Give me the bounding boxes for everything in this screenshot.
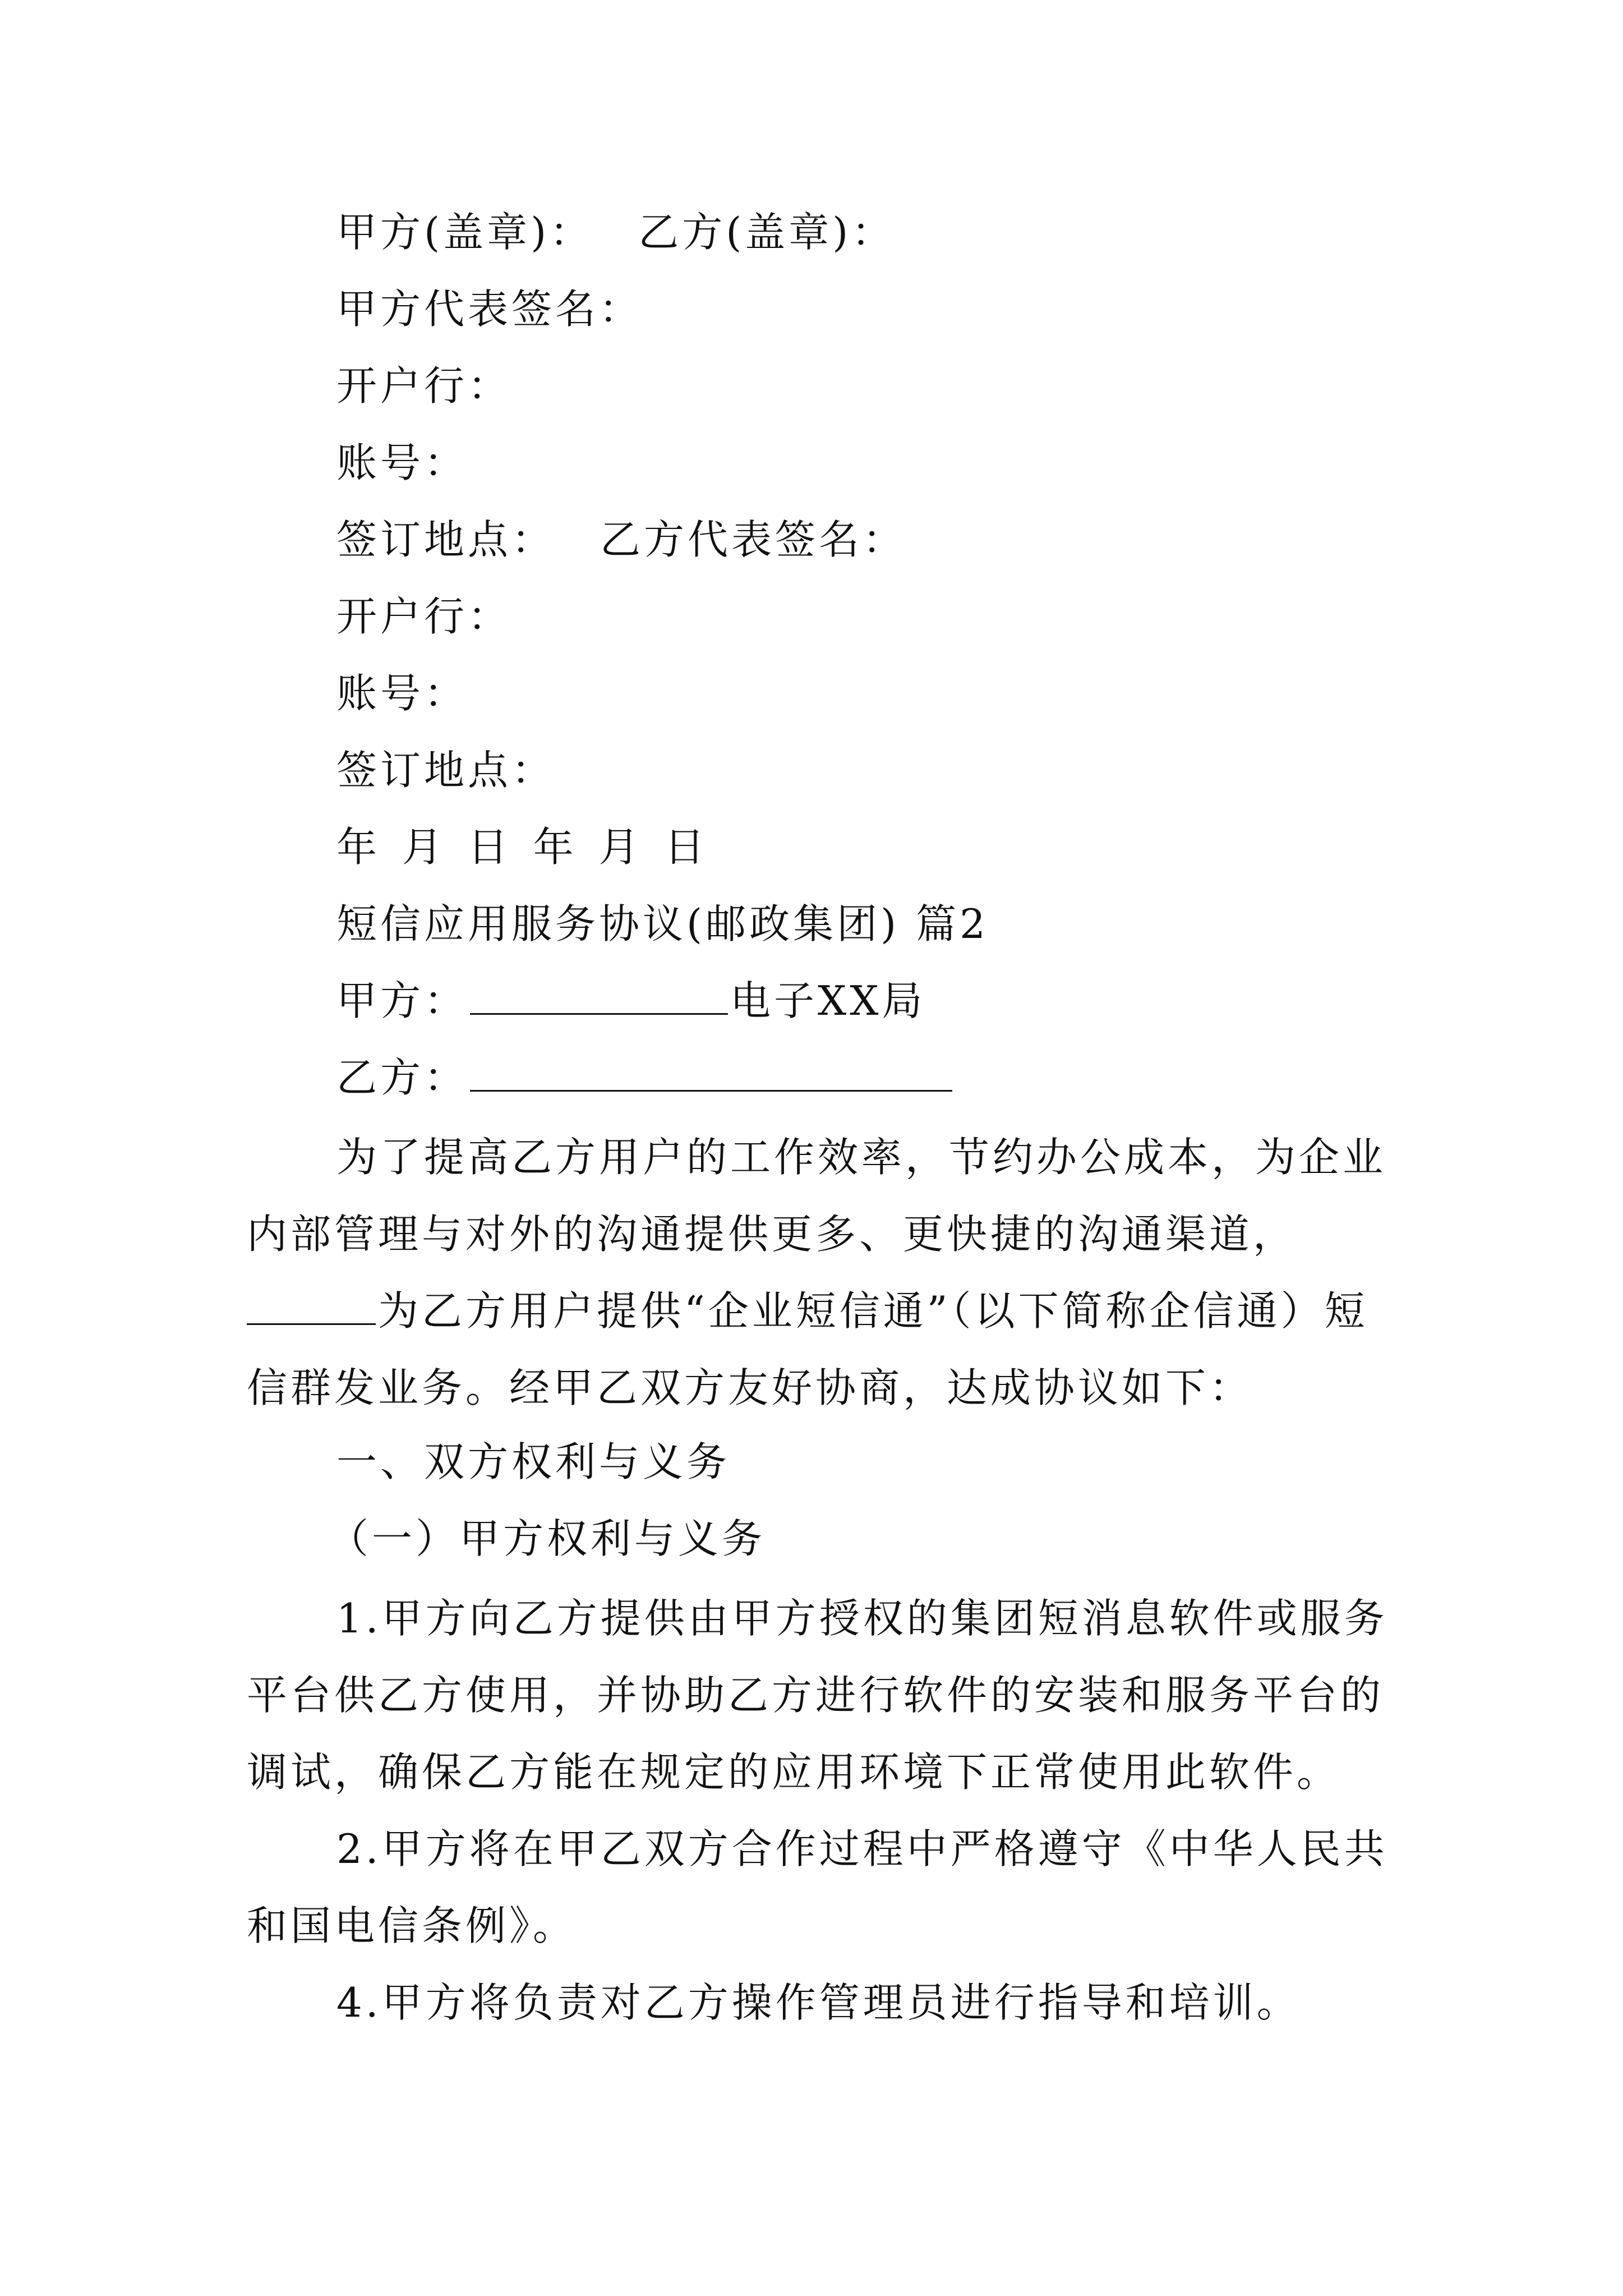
- document-title: 短信应用服务协议(邮政集团) 篇2: [336, 900, 989, 947]
- bank-label-2: 开户行：: [336, 593, 512, 640]
- intro-paragraph-2: 为乙方用户提供“企业短信通”（以下简称企信通）短信群发业务。经甲乙双方友好协商，达成协议如下：: [247, 1287, 1368, 1411]
- party-b-rep-sign-label: 乙方代表签名：: [600, 516, 907, 563]
- item-2: 2.甲方将在甲乙双方合作过程中严格遵守《中华人民共和国电信条例》。: [247, 1825, 1388, 1949]
- account-label-2: 账号：: [336, 670, 468, 717]
- party-a-suffix: 电子XX局: [730, 977, 926, 1024]
- item-1: 1.甲方向乙方提供由甲方授权的集团短消息软件或服务平台供乙方使用，并协助乙方进行软件的安装和服务平台的调试，确保乙方能在规定的应用环境下正常使用此软件。: [247, 1595, 1388, 1796]
- party-a-label: 甲方：: [336, 977, 468, 1024]
- sign-place-label-2: 签订地点：: [336, 747, 556, 794]
- party-a-line: [336, 977, 926, 1024]
- party-a-blank: [470, 981, 728, 1015]
- party-a-rep-sign-label: 甲方代表签名：: [336, 286, 643, 333]
- seal-line: [336, 209, 896, 256]
- party-b-blank: [470, 1057, 952, 1092]
- party-b-line: [336, 1054, 955, 1101]
- party-b-seal-label: 乙方(盖章)：: [638, 209, 896, 256]
- provider-blank: [247, 1291, 376, 1325]
- party-a-seal-label: 甲方(盖章)：: [336, 209, 594, 256]
- sign-place-label-1: 签订地点：: [336, 516, 556, 563]
- account-label-1: 账号：: [336, 439, 468, 486]
- item-4: 4.甲方将负责对乙方操作管理员进行指导和培训。: [336, 1979, 1301, 2026]
- sign-place-line: [336, 516, 907, 563]
- bank-label-1: 开户行：: [336, 362, 512, 409]
- date-line: 年 月 日 年 月 日: [336, 823, 708, 871]
- subsection-1-heading: （一）甲方权利与义务: [328, 1515, 766, 1562]
- party-b-label: 乙方：: [336, 1054, 468, 1101]
- intro-paragraph-1: 为了提高乙方用户的工作效率，节约办公成本，为企业内部管理与对外的沟通提供更多、更快捷的沟通渠道，: [247, 1134, 1387, 1258]
- section-1-heading: 一、双方权利与义务: [336, 1438, 731, 1485]
- intro-paragraph-2-wrap: [247, 1273, 1402, 1427]
